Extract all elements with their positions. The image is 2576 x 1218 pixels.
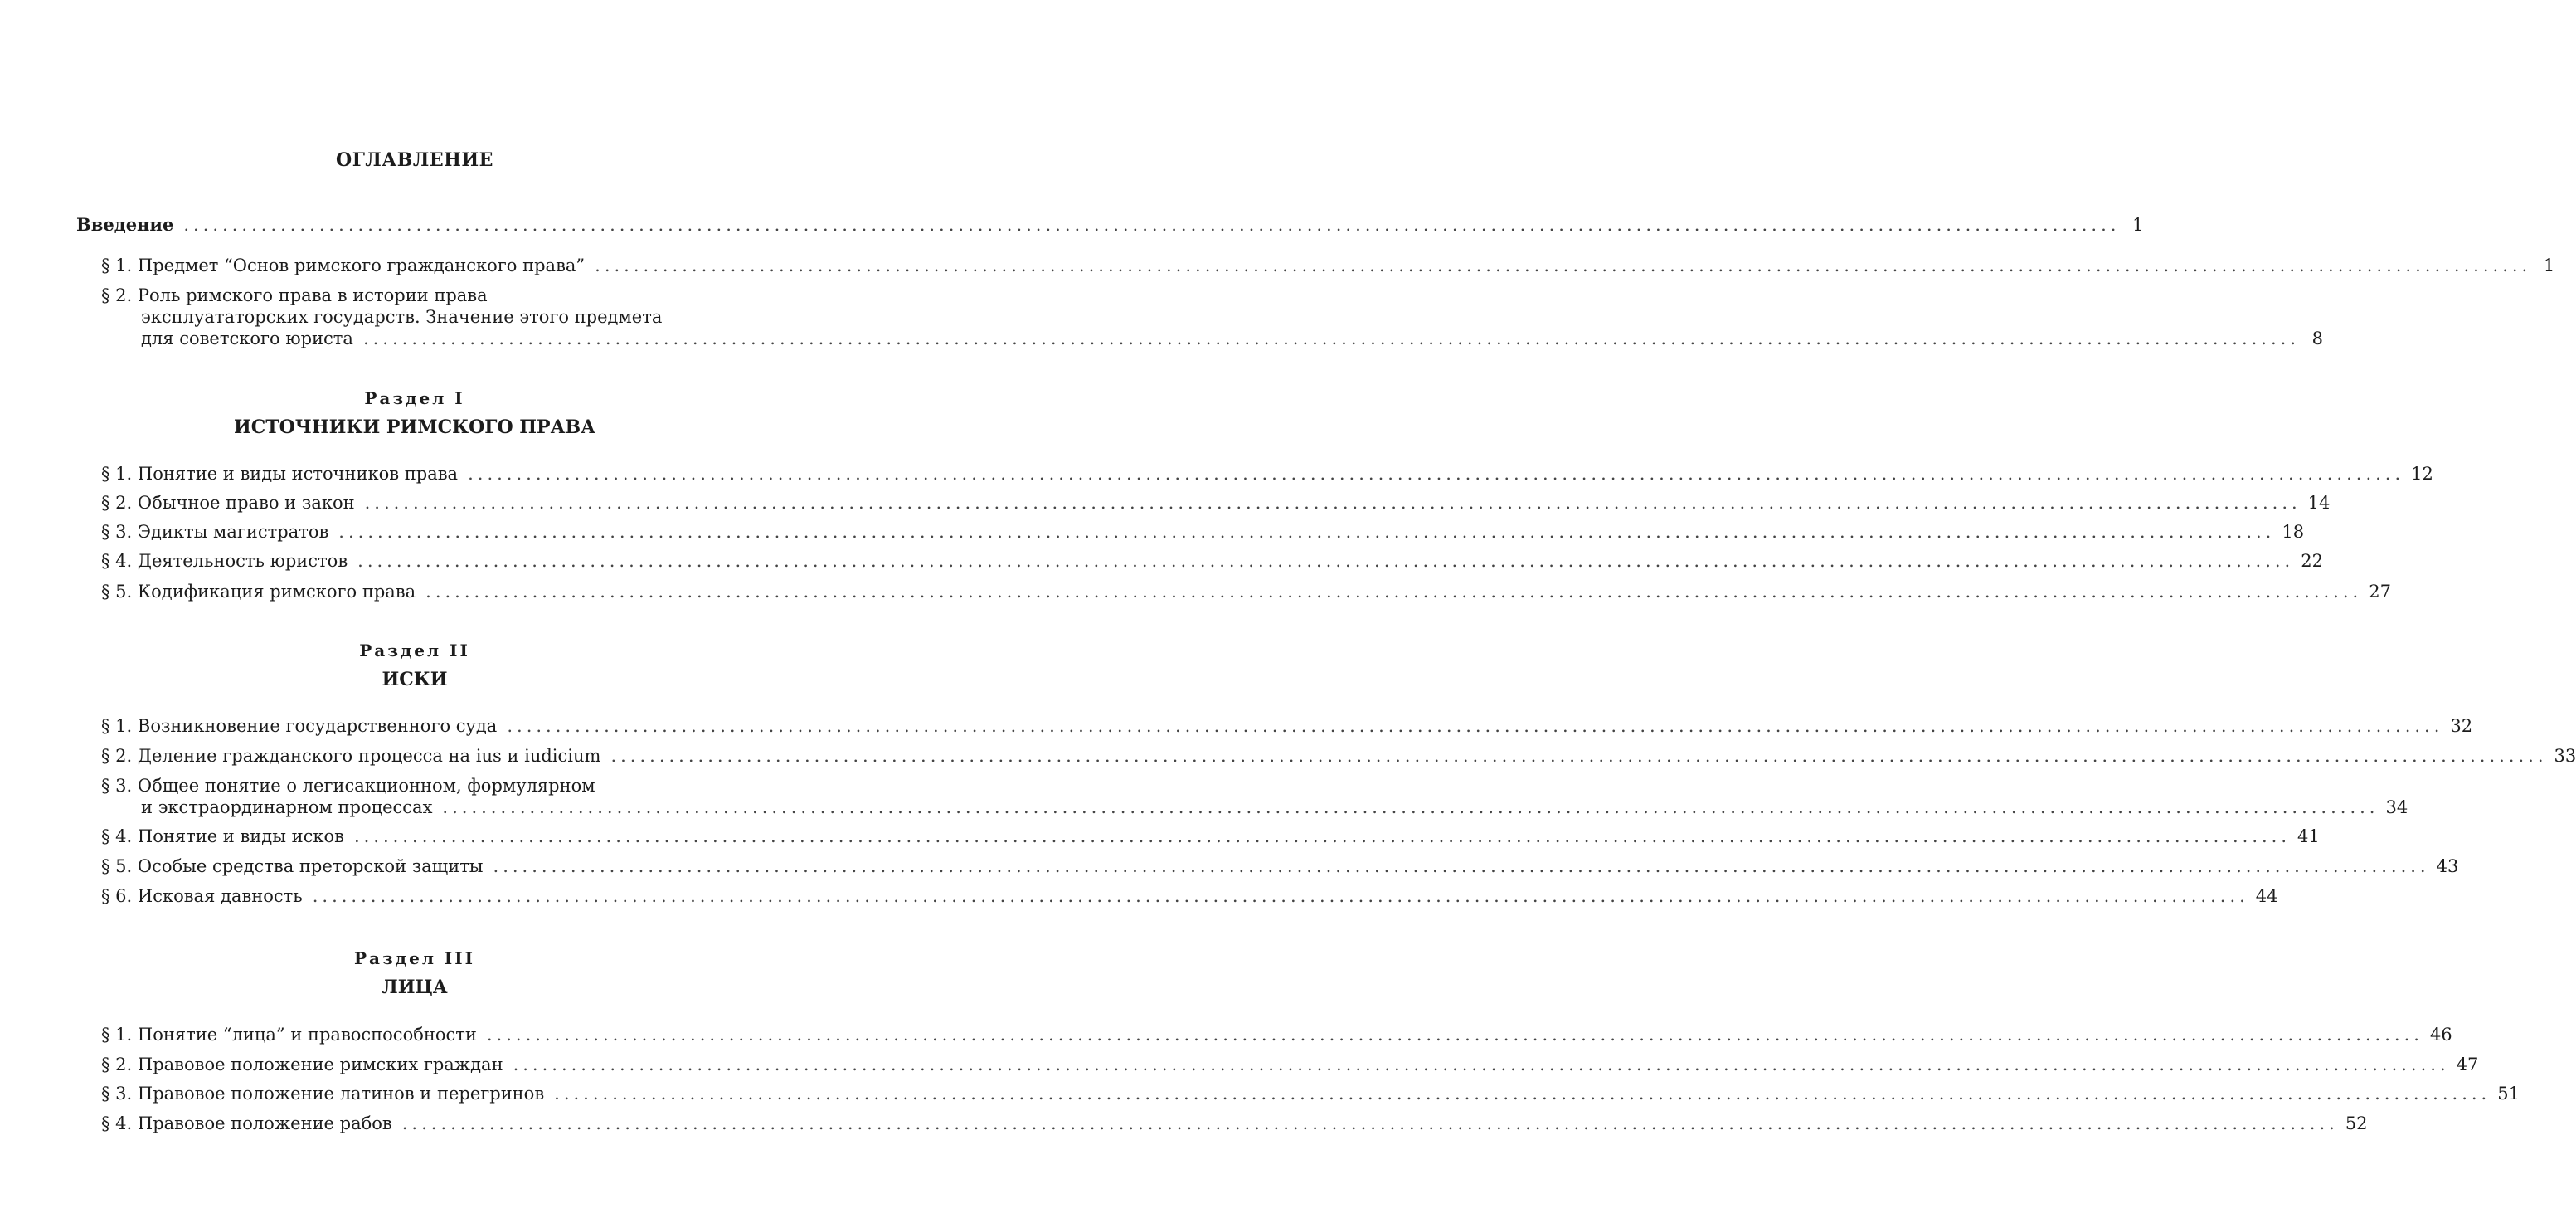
dot-leader: ........................................................................................................................................................................................................ — [357, 551, 2295, 571]
entry-text: § 4. Правовое положение рабов — [101, 1113, 392, 1133]
page-number: 1 — [2543, 256, 2555, 275]
dot-leader: ........................................................................................................................................................................................................ — [353, 826, 2292, 846]
dot-leader: ........................................................................................................................................................................................................ — [493, 856, 2430, 876]
section-label: Раздел II — [359, 641, 470, 660]
page-number: 22 — [2301, 551, 2323, 571]
toc-entry[interactable] — [101, 1024, 2452, 1045]
toc-entry[interactable] — [101, 550, 2323, 572]
page-number: 14 — [2307, 493, 2331, 513]
entry-text-line: эксплуататорских государств. Значение этого предмета — [141, 307, 663, 327]
entry-text: § 3. Эдикты магистратов — [101, 522, 329, 542]
page-number: 44 — [2255, 886, 2278, 906]
section-label: Раздел III — [354, 948, 475, 968]
toc-entry[interactable] — [101, 463, 2433, 485]
entry-text: § 1. Понятие и виды источников права — [101, 464, 459, 484]
dot-leader: ........................................................................................................................................................................................................ — [362, 329, 2300, 348]
dot-leader: ........................................................................................................................................................................................................ — [486, 1025, 2423, 1045]
toc-title: ОГЛАВЛЕНИЕ — [336, 149, 493, 171]
entry-text: § 3. Правовое положение латинов и перегринов — [101, 1084, 545, 1104]
entry-text: § 2. Деление гражданского процесса на ius и iudicium — [101, 746, 601, 766]
dot-leader: ........................................................................................................................................................................................................ — [507, 716, 2444, 736]
dot-leader: ........................................................................................................................................................................................................ — [364, 493, 2301, 513]
page-number: 18 — [2282, 522, 2305, 542]
toc-entry[interactable] — [101, 745, 2576, 767]
toc-entry[interactable] — [101, 715, 2473, 737]
entry-text-line: для советского юриста — [141, 329, 353, 348]
toc-entry-multiline[interactable] — [101, 775, 2408, 818]
entry-last-line — [101, 797, 2408, 818]
page-number: 43 — [2436, 856, 2459, 876]
entry-text: § 1. Предмет “Основ римского гражданского права” — [101, 256, 586, 275]
page-number: 33 — [2554, 746, 2576, 766]
page-number: 27 — [2369, 582, 2391, 602]
dot-leader: ........................................................................................................................................................................................................ — [442, 797, 2379, 817]
entry-text: Введение — [76, 214, 174, 235]
toc-entry[interactable] — [101, 1054, 2479, 1075]
section-title: ИСТОЧНИКИ РИМСКОГО ПРАВА — [233, 417, 596, 438]
toc-entry[interactable] — [101, 1083, 2520, 1104]
dot-leader: ........................................................................................................................................................................................................ — [312, 886, 2249, 906]
entry-text-line: § 3. Общее понятие о легисакционном, формулярном — [101, 776, 595, 796]
page-number: 12 — [2411, 464, 2433, 484]
page-number: 32 — [2450, 716, 2473, 736]
toc-entry-intro[interactable] — [76, 214, 2144, 236]
page-number: 8 — [2311, 329, 2323, 348]
dot-leader: ........................................................................................................................................................................................................ — [610, 746, 2548, 766]
entry-text-line: § 2. Роль римского права в истории права — [101, 285, 488, 305]
page-number: 1 — [2132, 215, 2144, 235]
toc-entry[interactable] — [101, 255, 2555, 276]
entry-text: § 4. Деятельность юристов — [101, 551, 348, 571]
toc-entry[interactable] — [101, 521, 2305, 543]
dot-leader: ........................................................................................................................................................................................................ — [338, 522, 2276, 542]
entry-text: § 2. Правовое положение римских граждан — [101, 1055, 503, 1074]
dot-leader: ........................................................................................................................................................................................................ — [183, 215, 2121, 235]
entry-last-line — [101, 328, 2323, 349]
entry-text: § 1. Возникновение государственного суда — [101, 716, 498, 736]
section-title: ЛИЦА — [382, 977, 448, 998]
toc-entry[interactable] — [101, 826, 2320, 847]
entry-text: § 2. Обычное право и закон — [101, 493, 355, 513]
section-label: Раздел I — [364, 388, 465, 408]
page-number: 47 — [2456, 1055, 2479, 1074]
page-number: 46 — [2429, 1025, 2452, 1045]
entry-text-line: и экстраординарном процессах — [141, 797, 433, 817]
toc-entry[interactable] — [101, 581, 2391, 602]
toc-entry[interactable] — [101, 1113, 2368, 1134]
dot-leader: ........................................................................................................................................................................................................ — [468, 464, 2405, 484]
dot-leader: ........................................................................................................................................................................................................ — [595, 256, 2532, 275]
page-number: 52 — [2345, 1113, 2368, 1133]
page-number: 34 — [2385, 797, 2408, 817]
page-number: 41 — [2297, 826, 2320, 846]
entry-text: § 1. Понятие “лица” и правоспособности — [101, 1025, 477, 1045]
dot-leader: ........................................................................................................................................................................................................ — [513, 1055, 2450, 1074]
entry-text: § 5. Кодификация римского права — [101, 582, 416, 602]
toc-entry[interactable] — [101, 885, 2278, 907]
entry-text: § 4. Понятие и виды исков — [101, 826, 344, 846]
toc-entry[interactable] — [101, 855, 2459, 877]
dot-leader: ........................................................................................................................................................................................................ — [425, 582, 2363, 602]
entry-text: § 5. Особые средства преторской защиты — [101, 856, 484, 876]
toc-entry[interactable] — [101, 492, 2331, 514]
entry-text: § 6. Исковая давность — [101, 886, 303, 906]
section-title: ИСКИ — [382, 669, 448, 690]
toc-entry-multiline[interactable] — [101, 285, 2323, 349]
dot-leader: ........................................................................................................................................................................................................ — [554, 1084, 2491, 1104]
page-number: 51 — [2497, 1084, 2520, 1104]
dot-leader: ........................................................................................................................................................................................................ — [401, 1113, 2339, 1133]
